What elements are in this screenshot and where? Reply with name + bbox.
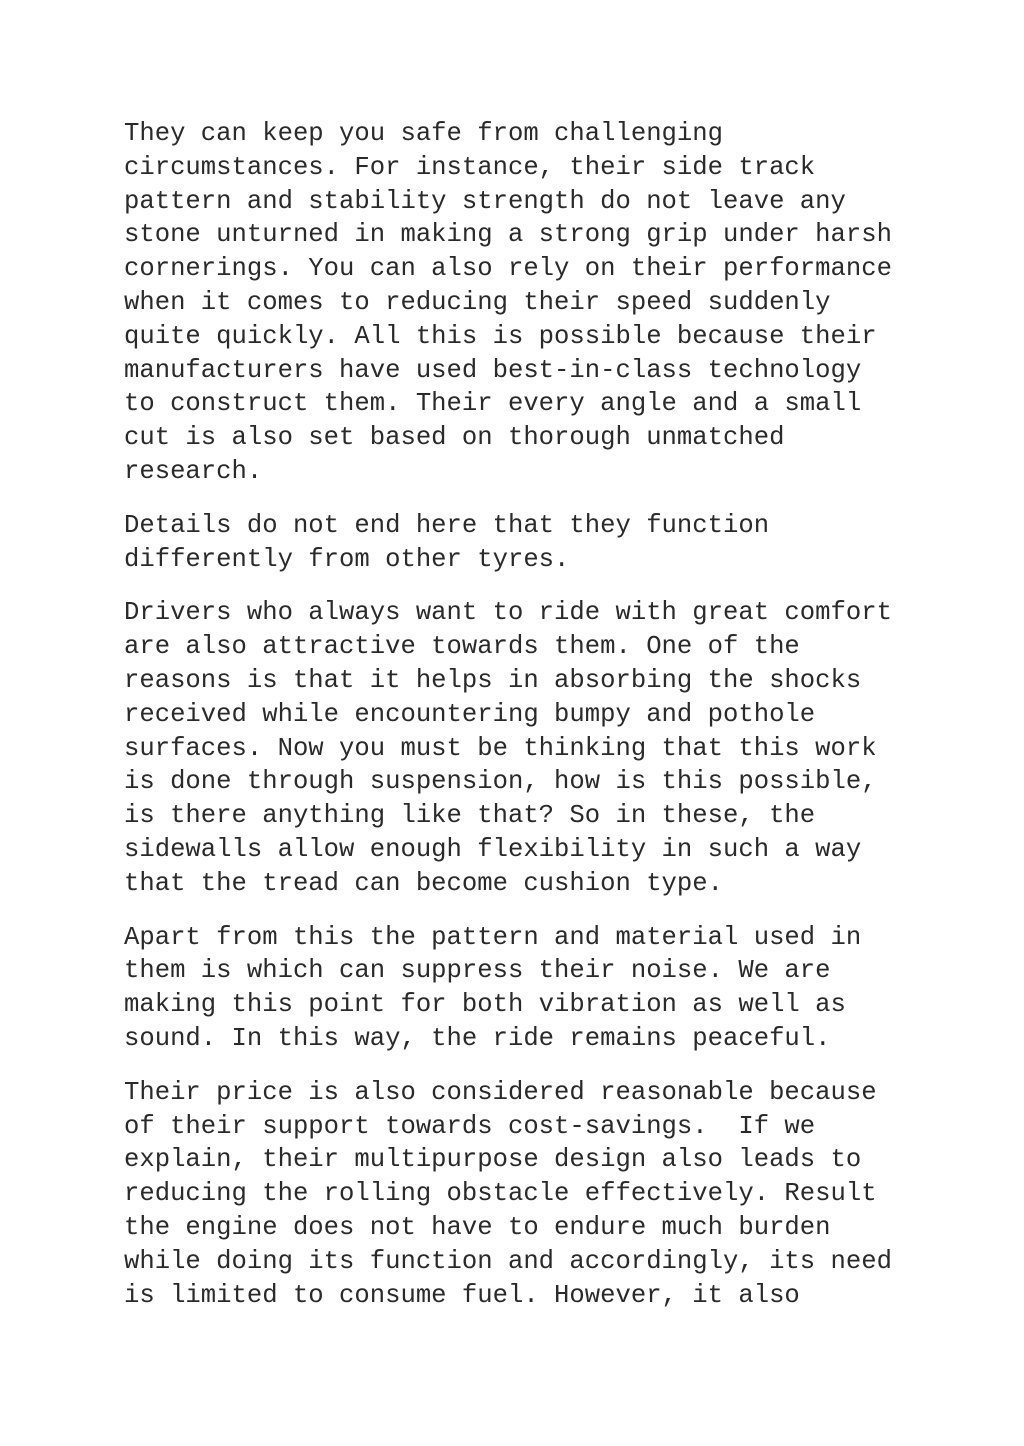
- text-line: manufacturers have used best-in-class technology: [124, 355, 862, 385]
- document-body: [124, 117, 914, 1332]
- text-line: them is which can suppress their noise. We are: [124, 956, 831, 986]
- paragraph-3: [124, 596, 914, 900]
- text-line: reducing the rolling obstacle effectively. Result: [124, 1179, 877, 1209]
- text-line: is limited to consume fuel. However, it also: [124, 1280, 800, 1310]
- text-line: pattern and stability strength do not leave any: [124, 186, 846, 216]
- text-line: are also attractive towards them. One of the: [124, 632, 800, 662]
- paragraph-2: [124, 509, 914, 577]
- text-line: making this point for both vibration as well as: [124, 990, 846, 1020]
- text-line: while doing its function and accordingly, its need: [124, 1246, 892, 1276]
- text-line: explain, their multipurpose design also leads to: [124, 1145, 862, 1175]
- text-line: circumstances. For instance, their side track: [124, 152, 816, 182]
- text-line: when it comes to reducing their speed suddenly: [124, 287, 831, 317]
- text-line: Drivers who always want to ride with great comfort: [124, 598, 892, 628]
- text-line: that the tread can become cushion type.: [124, 868, 723, 898]
- text-line: Their price is also considered reasonable because: [124, 1077, 877, 1107]
- text-line: received while encountering bumpy and pothole: [124, 699, 816, 729]
- text-line: quite quickly. All this is possible because their: [124, 321, 877, 351]
- text-line: research.: [124, 456, 263, 486]
- text-line: differently from other tyres.: [124, 544, 570, 574]
- text-line: Apart from this the pattern and material used in: [124, 922, 862, 952]
- paragraph-4: [124, 921, 914, 1056]
- text-line: stone unturned in making a strong grip under harsh: [124, 220, 892, 250]
- text-line: reasons is that it helps in absorbing the shocks: [124, 665, 862, 695]
- text-line: is there anything like that? So in these, the: [124, 801, 816, 831]
- paragraph-5: [124, 1076, 914, 1313]
- text-line: to construct them. Their every angle and a small: [124, 389, 862, 419]
- text-line: sidewalls allow enough flexibility in such a way: [124, 834, 862, 864]
- text-line: They can keep you safe from challenging: [124, 119, 723, 148]
- text-line: surfaces. Now you must be thinking that this work: [124, 733, 877, 763]
- text-line: cornerings. You can also rely on their performance: [124, 254, 892, 284]
- text-line: cut is also set based on thorough unmatched: [124, 423, 785, 453]
- paragraph-1: [124, 117, 914, 489]
- text-line: sound. In this way, the ride remains peaceful.: [124, 1023, 831, 1053]
- text-line: Details do not end here that they function: [124, 510, 770, 540]
- text-line: of their support towards cost-savings. If we: [124, 1111, 816, 1141]
- text-line: is done through suspension, how is this possible,: [124, 767, 877, 797]
- text-line: the engine does not have to endure much burden: [124, 1212, 831, 1242]
